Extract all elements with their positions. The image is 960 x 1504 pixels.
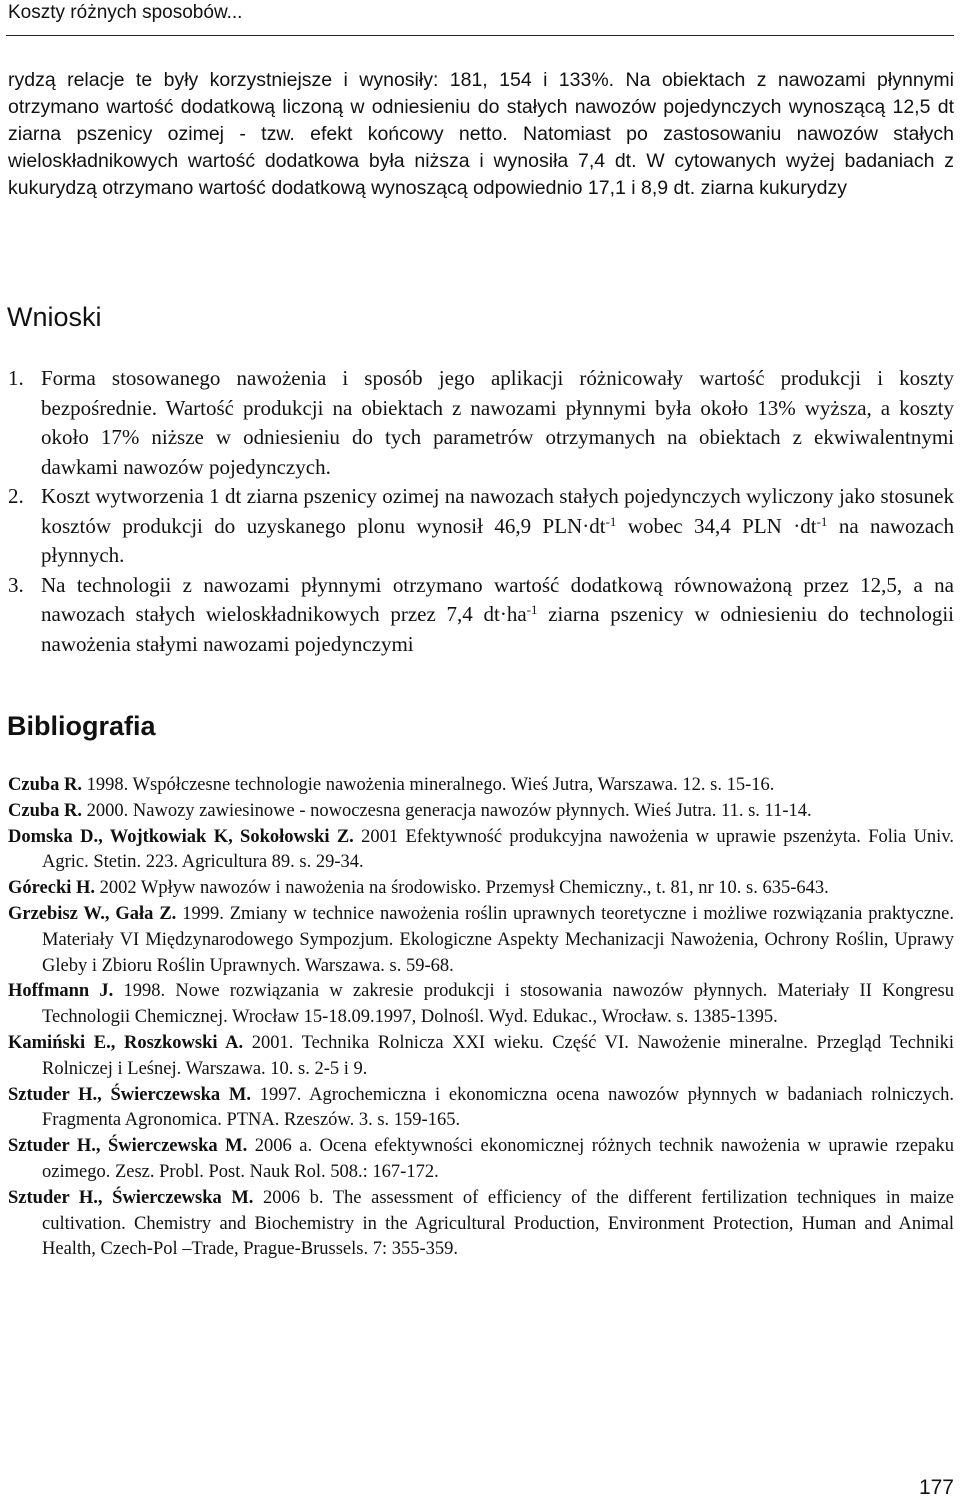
conclusion-item-1 bbox=[8, 364, 954, 482]
reference-details: 2001 Efektywność produkcyjna nawożenia w uprawie pszenżyta. Folia Univ. Agric. Stetin. 223. Agricultura 89. s. 29-34. bbox=[42, 826, 954, 873]
superscript: -1 bbox=[605, 513, 617, 529]
reference-authors: Sztuder H., Świerczewska M. bbox=[8, 1084, 251, 1105]
conclusions-list bbox=[8, 364, 954, 659]
reference-authors: Sztuder H., Świerczewska M. bbox=[8, 1136, 248, 1157]
reference-item bbox=[8, 825, 954, 877]
reference-details: 1998. Współczesne technologie nawożenia mineralnego. Wieś Jutra, Warszawa. 12. s. 15-16. bbox=[82, 775, 775, 795]
reference-item bbox=[8, 1031, 954, 1083]
conclusion-text: na nawozach płynnych. bbox=[41, 513, 955, 567]
conclusion-text: wobec 34,4 PLN ·dt bbox=[616, 513, 817, 538]
intro-paragraph: rydzą relacje te były korzystniejsze i wynosiły: 181, 154 i 133%. Na obiektach z nawozami płynnymi otrzymano wartość dodatkową liczoną w odniesieniu do stałych nawozów pojedynczych wynoszącą 12,5 dt ziarna pszenicy ozimej - tzw. efekt końcowy netto. Natomiast po zastosowaniu nawozów stałych wieloskładnikowych wartość dodatkowa była niższa i wynosiła 7,4 dt. W cytowanych wyżej badaniach z kukurydzą otrzymano wartość dodatkową wynoszącą odpowiednio 17,1 i 8,9 dt. ziarna kukurydzy bbox=[8, 69, 954, 199]
reference-authors: Grzebisz W., Gała Z. bbox=[8, 903, 177, 924]
reference-authors: Górecki H. bbox=[8, 878, 96, 899]
reference-item bbox=[8, 979, 954, 1031]
reference-item bbox=[8, 773, 954, 799]
reference-item bbox=[8, 902, 954, 979]
reference-details: 1999. Zmiany w technice nawożenia roślin uprawnych teoretyczne i możliwe rozwiązania praktyczne. Materiały VI Międzynarodowego Sympozjum. Ekologiczne Aspekty Mechanizacji Nawożenia, Ochrony Roślin, Uprawy Gleby i Zbioru Roślin Uprawnych. Warszawa. s. 59-68. bbox=[42, 903, 955, 976]
conclusions-heading: Wnioski bbox=[7, 302, 102, 332]
conclusion-number: 3. bbox=[8, 572, 24, 597]
reference-item bbox=[8, 1083, 954, 1135]
reference-authors: Czuba R. bbox=[8, 800, 83, 821]
conclusion-text: ziarna pszenicy w odniesieniu do technologii nawożenia stałymi nawozami pojedynczymi bbox=[41, 602, 954, 656]
conclusion-text: Na technologii z nawozami płynnymi otrzymano wartość dodatkową równoważoną przez 12,5, a na nawozach stałych wieloskładnikowych przez 7,4 dt·ha bbox=[41, 572, 954, 626]
superscript: -1 bbox=[816, 513, 828, 529]
bibliography-heading: Bibliografia bbox=[7, 711, 156, 741]
reference-item bbox=[8, 799, 954, 825]
header-divider bbox=[6, 35, 954, 36]
reference-item bbox=[8, 1186, 954, 1263]
reference-authors: Domska D., Wojtkowiak K, Sokołowski Z. bbox=[8, 826, 354, 847]
reference-item bbox=[8, 876, 954, 902]
reference-authors: Hoffmann J. bbox=[8, 981, 114, 1002]
reference-details: 2006 b. The assessment of efficiency of the different fertilization techniques in maize cultivation. Chemistry and Biochemistry in the Agricultural Production, Environment Protection, Human and Animal Health, Czech-Pol –Trade, Prague-Brussels. 7: 355-359. bbox=[42, 1187, 954, 1260]
reference-details: 1997. Agrochemiczna i ekonomiczna ocena nawozów płynnych w badaniach rolniczych. Fragmenta Agronomica. PTNA. Rzeszów. 3. s. 159-165. bbox=[42, 1084, 954, 1131]
reference-authors: Kamiński E., Roszkowski A. bbox=[8, 1032, 244, 1053]
reference-details: 2000. Nawozy zawiesinowe - nowoczesna generacja nawozów płynnych. Wieś Jutra. 11. s. 11-14. bbox=[82, 800, 812, 821]
reference-authors: Sztuder H., Świerczewska M. bbox=[8, 1187, 254, 1208]
conclusion-item-2 bbox=[8, 482, 954, 571]
page-number: 177 bbox=[918, 1476, 954, 1499]
superscript: -1 bbox=[526, 602, 538, 617]
running-header: Koszty różnych sposobów... bbox=[8, 2, 243, 23]
reference-details: 1998. Nowe rozwiązania w zakresie produkcji i stosowania nawozów płynnych. Materiały II Kongresu Technologii Chemicznej. Wrocław 15-18.09.1997, Dolnośl. Wyd. Edukac., Wrocław. s. 1385-1395. bbox=[42, 981, 955, 1028]
conclusion-text: Forma stosowanego nawożenia i sposób jego aplikacji różnicowały wartość produkcji i koszty bezpośrednie. Wartość produkcji na obiektach z nawozami płynnymi była około 13% wyższa, a koszty około 17% niższe w odniesieniu do tych parametrów otrzymanych na obiektach z ekwiwalentnymi dawkami nawozów pojedynczych. bbox=[41, 366, 954, 479]
bibliography-list bbox=[8, 773, 954, 1263]
conclusion-number: 1. bbox=[8, 366, 24, 390]
reference-authors: Czuba R. bbox=[8, 775, 83, 795]
reference-item bbox=[8, 1134, 954, 1186]
reference-details: 2002 Wpływ nawozów i nawożenia na środowisko. Przemysł Chemiczny., t. 81, nr 10. s. 635-643. bbox=[95, 878, 829, 899]
reference-details: 2006 a. Ocena efektywności ekonomicznej różnych technik nawożenia w uprawie rzepaku ozimego. Zesz. Probl. Post. Nauk Rol. 508.: 167-172. bbox=[42, 1136, 954, 1182]
reference-details: 2001. Technika Rolnicza XXI wieku. Część VI. Nawożenie mineralne. Przegląd Techniki Rolniczej i Leśnej. Warszawa. 10. s. 2-5 i 9. bbox=[42, 1032, 954, 1079]
conclusion-item-3 bbox=[8, 571, 954, 660]
conclusion-text: Koszt wytworzenia 1 dt ziarna pszenicy ozimej na nawozach stałych pojedynczych wyliczony jako stosunek kosztów produkcji do uzyskanego plonu wynosił 46,9 PLN·dt bbox=[41, 484, 954, 538]
conclusion-number: 2. bbox=[8, 484, 24, 508]
